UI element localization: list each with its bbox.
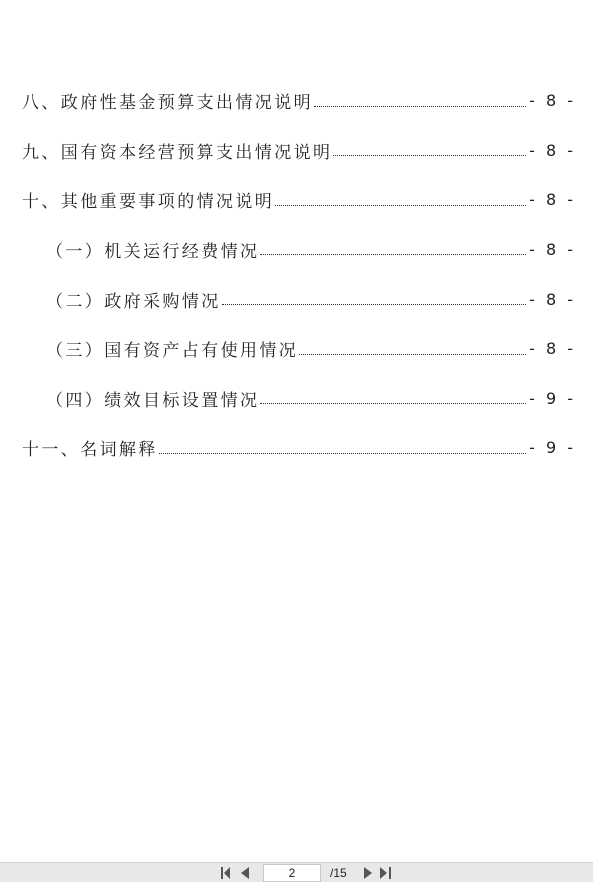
toc-entry-page: - 8 - <box>529 91 573 111</box>
toc-entry-page: - 8 - <box>529 240 573 260</box>
toc-entry[interactable] <box>0 175 593 225</box>
toc-leader-dots <box>314 105 526 107</box>
toc-entry[interactable] <box>0 423 593 473</box>
toc-entry-page: - 8 - <box>529 190 573 210</box>
toc-entry-page: - 8 - <box>529 339 573 359</box>
previous-page-icon[interactable] <box>238 866 254 880</box>
toc-leader-dots <box>333 154 526 156</box>
toc-leader-dots <box>260 402 526 404</box>
toc-entry-title: （一）机关运行经费情况 <box>46 242 260 263</box>
page-number-input[interactable] <box>263 864 321 882</box>
toc-entry-title: 十一、名词解释 <box>22 440 158 461</box>
page-navigation-bar <box>0 862 593 882</box>
last-page-icon[interactable] <box>378 866 394 880</box>
toc-entry-title: （三）国有资产占有使用情况 <box>46 341 299 362</box>
toc-entry-page: - 9 - <box>529 388 573 408</box>
first-page-icon[interactable] <box>220 866 236 880</box>
toc-entry-page: - 9 - <box>529 438 573 458</box>
toc-entry-title: （二）政府采购情况 <box>46 291 221 312</box>
toc-entry-page: - 8 - <box>529 140 573 160</box>
toc-entry-title: （四）绩效目标设置情况 <box>46 390 260 411</box>
page-total: /15 <box>330 866 347 880</box>
toc-entry[interactable] <box>0 126 593 176</box>
toc-entry-title: 九、国有资本经营预算支出情况说明 <box>22 142 333 163</box>
next-page-icon[interactable] <box>360 866 376 880</box>
toc-entry-title: 十、其他重要事项的情况说明 <box>22 192 275 213</box>
toc-leader-dots <box>275 204 526 206</box>
toc-leader-dots <box>299 353 526 355</box>
toc-subentry[interactable] <box>0 274 593 324</box>
table-of-contents <box>0 76 593 473</box>
toc-entry-page: - 8 - <box>529 289 573 309</box>
toc-subentry[interactable] <box>0 225 593 275</box>
toc-leader-dots <box>222 303 526 305</box>
toc-leader-dots <box>260 253 526 255</box>
toc-subentry[interactable] <box>0 374 593 424</box>
toc-entry-title: 八、政府性基金预算支出情况说明 <box>22 93 313 114</box>
toc-leader-dots <box>159 452 526 454</box>
toc-subentry[interactable] <box>0 324 593 374</box>
toc-entry[interactable] <box>0 76 593 126</box>
